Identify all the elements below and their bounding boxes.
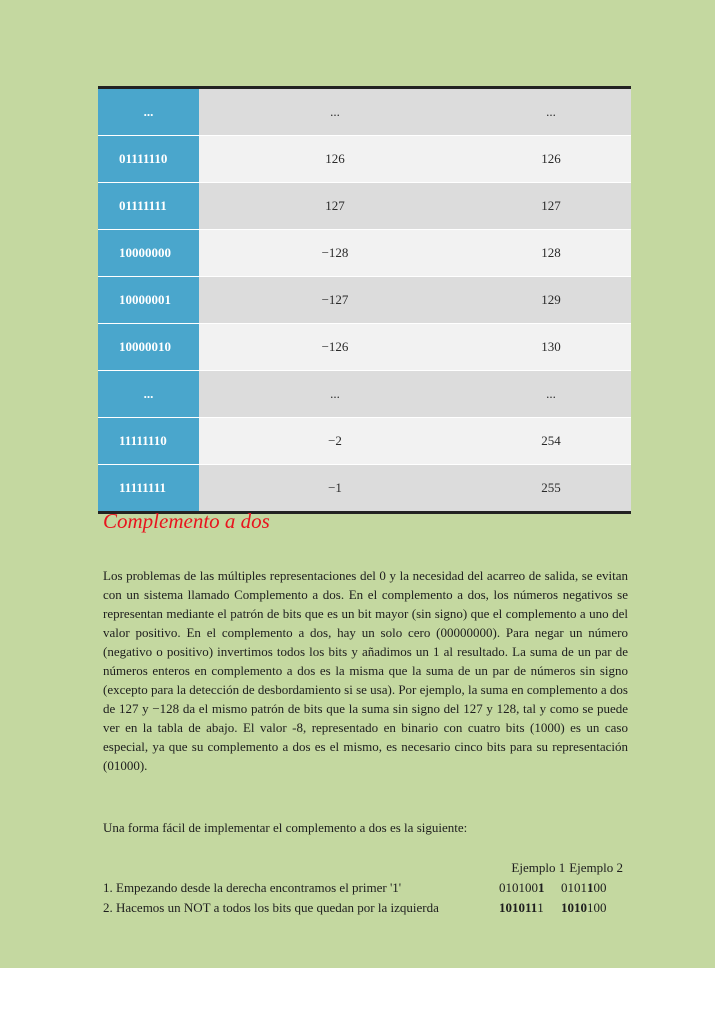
unsigned-cell: 130 bbox=[471, 324, 631, 370]
step-1-ex1-plain: 010100 bbox=[499, 880, 538, 895]
step-2 bbox=[103, 898, 623, 918]
signed-cell: −1 bbox=[199, 465, 471, 511]
table-row bbox=[98, 182, 631, 229]
step-2-label: 2. Hacemos un NOT a todos los bits que quedan por la izquierda bbox=[103, 900, 439, 915]
step-1-ex2-plain-b: 00 bbox=[593, 880, 607, 895]
binary-cell: 10000010 bbox=[98, 324, 199, 370]
binary-cell: ... bbox=[98, 371, 199, 417]
signed-cell: 126 bbox=[199, 136, 471, 182]
unsigned-cell: 254 bbox=[471, 418, 631, 464]
unsigned-cell: 126 bbox=[471, 136, 631, 182]
unsigned-cell: 255 bbox=[471, 465, 631, 511]
step-1-example1 bbox=[499, 880, 561, 896]
signed-cell: −127 bbox=[199, 277, 471, 323]
section-heading: Complemento a dos bbox=[103, 509, 270, 533]
signed-cell: ... bbox=[199, 89, 471, 135]
binary-cell: 01111111 bbox=[98, 183, 199, 229]
step-1-example2 bbox=[561, 880, 623, 896]
signed-cell: −126 bbox=[199, 324, 471, 370]
steps-block bbox=[103, 858, 623, 918]
signed-cell: ... bbox=[199, 371, 471, 417]
signed-cell: −128 bbox=[199, 230, 471, 276]
step-2-ex1-plain: 1 bbox=[537, 900, 544, 915]
binary-cell: 11111111 bbox=[98, 465, 199, 511]
step-2-example1 bbox=[499, 900, 561, 916]
step-1 bbox=[103, 878, 623, 898]
step-1-label: 1. Empezando desde la derecha encontramos el primer '1' bbox=[103, 880, 402, 895]
table-row bbox=[98, 417, 631, 464]
step-2-ex1-bold: 101011 bbox=[499, 900, 538, 915]
step-2-example2 bbox=[561, 900, 623, 916]
table-row bbox=[98, 323, 631, 370]
signed-cell: 127 bbox=[199, 183, 471, 229]
unsigned-cell: ... bbox=[471, 371, 631, 417]
steps-header bbox=[103, 858, 623, 878]
binary-cell: 10000000 bbox=[98, 230, 199, 276]
example2-header: Ejemplo 2 bbox=[569, 860, 623, 875]
steps-intro: Una forma fácil de implementar el complemento a dos es la siguiente: bbox=[103, 820, 468, 835]
body-paragraph: Los problemas de las múltiples representaciones del 0 y la necesidad del acarreo de salida, se evitan con un sistema llamado Complemento a dos. En el complemento a dos, los números negativos se representan mediante el patrón de bits que es un bit mayor (sin signo) que el complemento a uno del valor positivo. En el complemento a dos, hay un solo cero (00000000). Para negar un número (negativo o positivo) invertimos todos los bits y añadimos un 1 al resultado. La suma de un par de números enteros en complemento a dos es la misma que la suma de un par de números sin signo (excepto para la detección de desbordamiento si se usa). Por ejemplo, la suma en complemento a dos de 127 y −128 da el mismo patrón de bits que la suma sin signo del 127 y 128, tal y como se puede ver en la tabla de abajo. El valor -8, representado en binario con cuatro bits (1000) es un caso especial, ya que su complemento a dos es el mismo, es necesario cinco bits para su representación (01000). bbox=[103, 568, 628, 773]
binary-value-table bbox=[98, 86, 631, 514]
step-1-ex2-bold: 1 bbox=[587, 880, 594, 895]
step-1-ex2-plain-a: 0101 bbox=[561, 880, 587, 895]
table-row bbox=[98, 276, 631, 323]
unsigned-cell: 129 bbox=[471, 277, 631, 323]
binary-cell: ... bbox=[98, 89, 199, 135]
binary-cell: 10000001 bbox=[98, 277, 199, 323]
unsigned-cell: 127 bbox=[471, 183, 631, 229]
unsigned-cell: ... bbox=[471, 89, 631, 135]
binary-cell: 11111110 bbox=[98, 418, 199, 464]
binary-cell: 01111110 bbox=[98, 136, 199, 182]
signed-cell: −2 bbox=[199, 418, 471, 464]
table-row bbox=[98, 135, 631, 182]
unsigned-cell: 128 bbox=[471, 230, 631, 276]
step-1-ex1-bold: 1 bbox=[538, 880, 545, 895]
example1-header: Ejemplo 1 bbox=[511, 860, 566, 875]
table-row bbox=[98, 464, 631, 511]
table-row bbox=[98, 89, 631, 135]
table-row bbox=[98, 370, 631, 417]
step-2-ex2-plain: 100 bbox=[587, 900, 607, 915]
table-row bbox=[98, 229, 631, 276]
step-2-ex2-bold: 1010 bbox=[561, 900, 587, 915]
